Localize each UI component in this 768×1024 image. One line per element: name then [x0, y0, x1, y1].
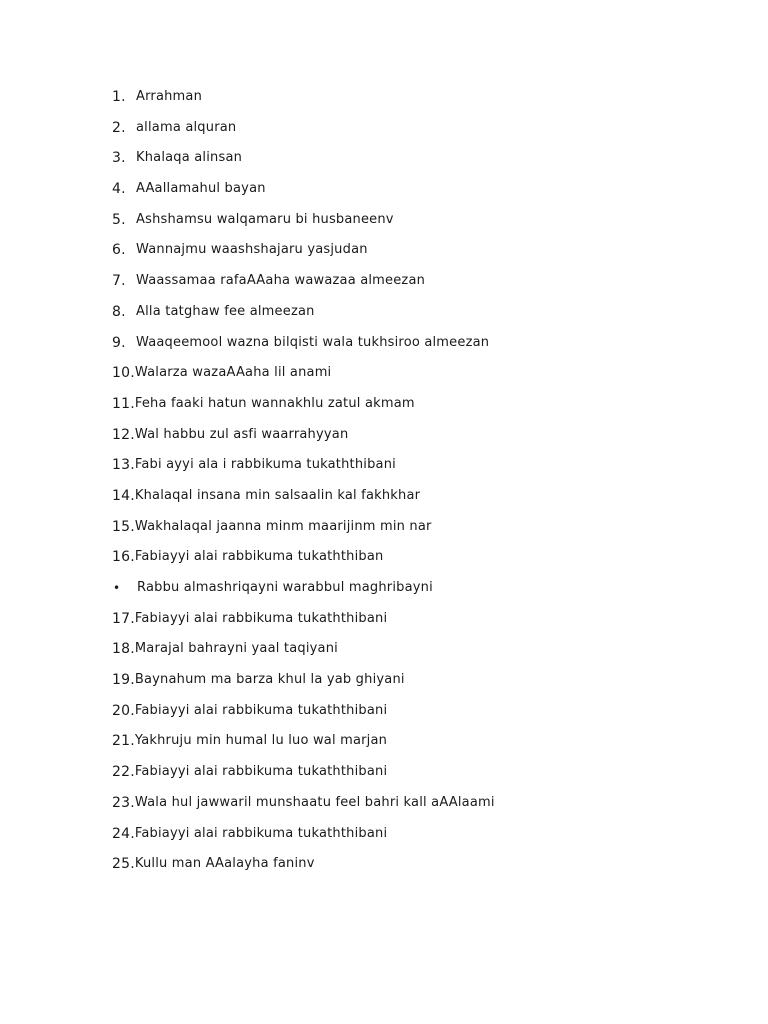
list-item-text: allama alquran: [136, 119, 237, 135]
list-item-text: Khalaqa alinsan: [136, 150, 243, 166]
list-item: [112, 149, 495, 180]
list-item: [112, 732, 495, 763]
list-item-text: Fabiayyi alai rabbikuma tukaththiban: [134, 549, 384, 565]
list-number: 23.: [112, 794, 135, 811]
list-number: 2.: [112, 119, 126, 136]
list-item-text: Ashshamsu walqamaru bi husbaneenv: [136, 211, 394, 227]
list-item-text: Rabbu almashriqayni warabbul maghribayni: [137, 580, 433, 595]
list-item-text: Arrahman: [136, 89, 203, 104]
list-item-text: Marajal bahrayni yaal taqiyani: [134, 641, 338, 657]
list-item-text: Fabiayyi alai rabbikuma tukaththibani: [134, 702, 388, 718]
list-item: [112, 579, 495, 610]
list-number: 18.: [112, 641, 135, 658]
list-number: 13.: [112, 457, 135, 474]
list-item: [112, 671, 495, 702]
list-number: 15.: [112, 518, 135, 535]
list-item: [112, 548, 495, 579]
list-item-text: Khalaqal insana min salsaalin kal fakhkhar: [134, 487, 421, 503]
list-item-text: Fabiayyi alai rabbikuma tukaththibani: [134, 610, 388, 626]
list-item: [112, 241, 495, 272]
list-item: [112, 211, 495, 242]
list-item: [112, 610, 495, 641]
list-number: 4.: [112, 181, 126, 198]
list-item: [112, 763, 495, 794]
list-item: [112, 855, 495, 886]
list-number: 12.: [112, 426, 135, 443]
list-item: [112, 794, 495, 825]
list-number: 17.: [112, 610, 135, 627]
list-item-text: Fabiayyi alai rabbikuma tukaththibani: [134, 825, 388, 841]
list-number: 7.: [112, 273, 126, 290]
list-item: [112, 702, 495, 733]
list-item: [112, 180, 495, 211]
list-number: 3.: [112, 150, 126, 167]
list-number: 19.: [112, 672, 135, 689]
list-number: 10.: [112, 365, 135, 382]
list-number: 11.: [112, 395, 135, 412]
list-item: [112, 364, 495, 395]
bullet-marker: •: [113, 581, 121, 595]
list-item-text: Waassamaa rafaAAaha wawazaa almeezan: [136, 273, 426, 289]
list-number: 20.: [112, 702, 135, 719]
list-item-text: Kullu man AAalayha faninv: [134, 856, 315, 872]
list-number: 21.: [112, 733, 135, 750]
list-item-text: Baynahum ma barza khul la yab ghiyani: [134, 672, 405, 688]
list-item: [112, 456, 495, 487]
list-number: 5.: [112, 211, 126, 228]
list-item: [112, 272, 495, 303]
list-item: [112, 487, 495, 518]
list-number: 16.: [112, 549, 135, 566]
list-item: [112, 395, 495, 426]
list-item-text: Fabi ayyi ala i rabbikuma tukaththibani: [134, 457, 396, 473]
list-item: [112, 334, 495, 365]
list-number: 24.: [112, 825, 135, 842]
list-item-text: Walarza wazaAAaha lil anami: [134, 365, 332, 381]
list-item-text: Wal habbu zul asfi waarrahyyan: [134, 426, 349, 442]
list-item-text: Yakhruju min humal lu luo wal marjan: [134, 733, 388, 749]
list-item: [112, 518, 495, 549]
list-number: 22.: [112, 764, 135, 781]
list-number: 14.: [112, 487, 135, 504]
list-item-text: Fabiayyi alai rabbikuma tukaththibani: [134, 764, 388, 780]
numbered-list: [112, 88, 495, 886]
list-item-text: AAallamahul bayan: [136, 181, 266, 197]
list-item: [112, 88, 495, 119]
list-item-text: Alla tatghaw fee almeezan: [136, 303, 315, 319]
list-item-text: Feha faaki hatun wannakhlu zatul akmam: [134, 395, 415, 411]
list-item: [112, 426, 495, 457]
list-item-text: Wakhalaqal jaanna minm maarijinm min nar: [134, 518, 432, 534]
list-item-text: Wannajmu waashshajaru yasjudan: [136, 242, 368, 258]
list-item: [112, 303, 495, 334]
list-item: [112, 640, 495, 671]
list-item: [112, 119, 495, 150]
list-number: 25.: [112, 856, 135, 873]
list-item-text: Waaqeemool wazna bilqisti wala tukhsiroo almeezan: [136, 334, 490, 350]
list-number: 8.: [112, 303, 126, 320]
list-number: 6.: [112, 242, 126, 259]
list-item-text: Wala hul jawwaril munshaatu feel bahri kall aAAlaami: [134, 794, 495, 810]
list-number: 9.: [112, 334, 126, 351]
list-item: [112, 825, 495, 856]
list-number: 1.: [112, 89, 126, 105]
